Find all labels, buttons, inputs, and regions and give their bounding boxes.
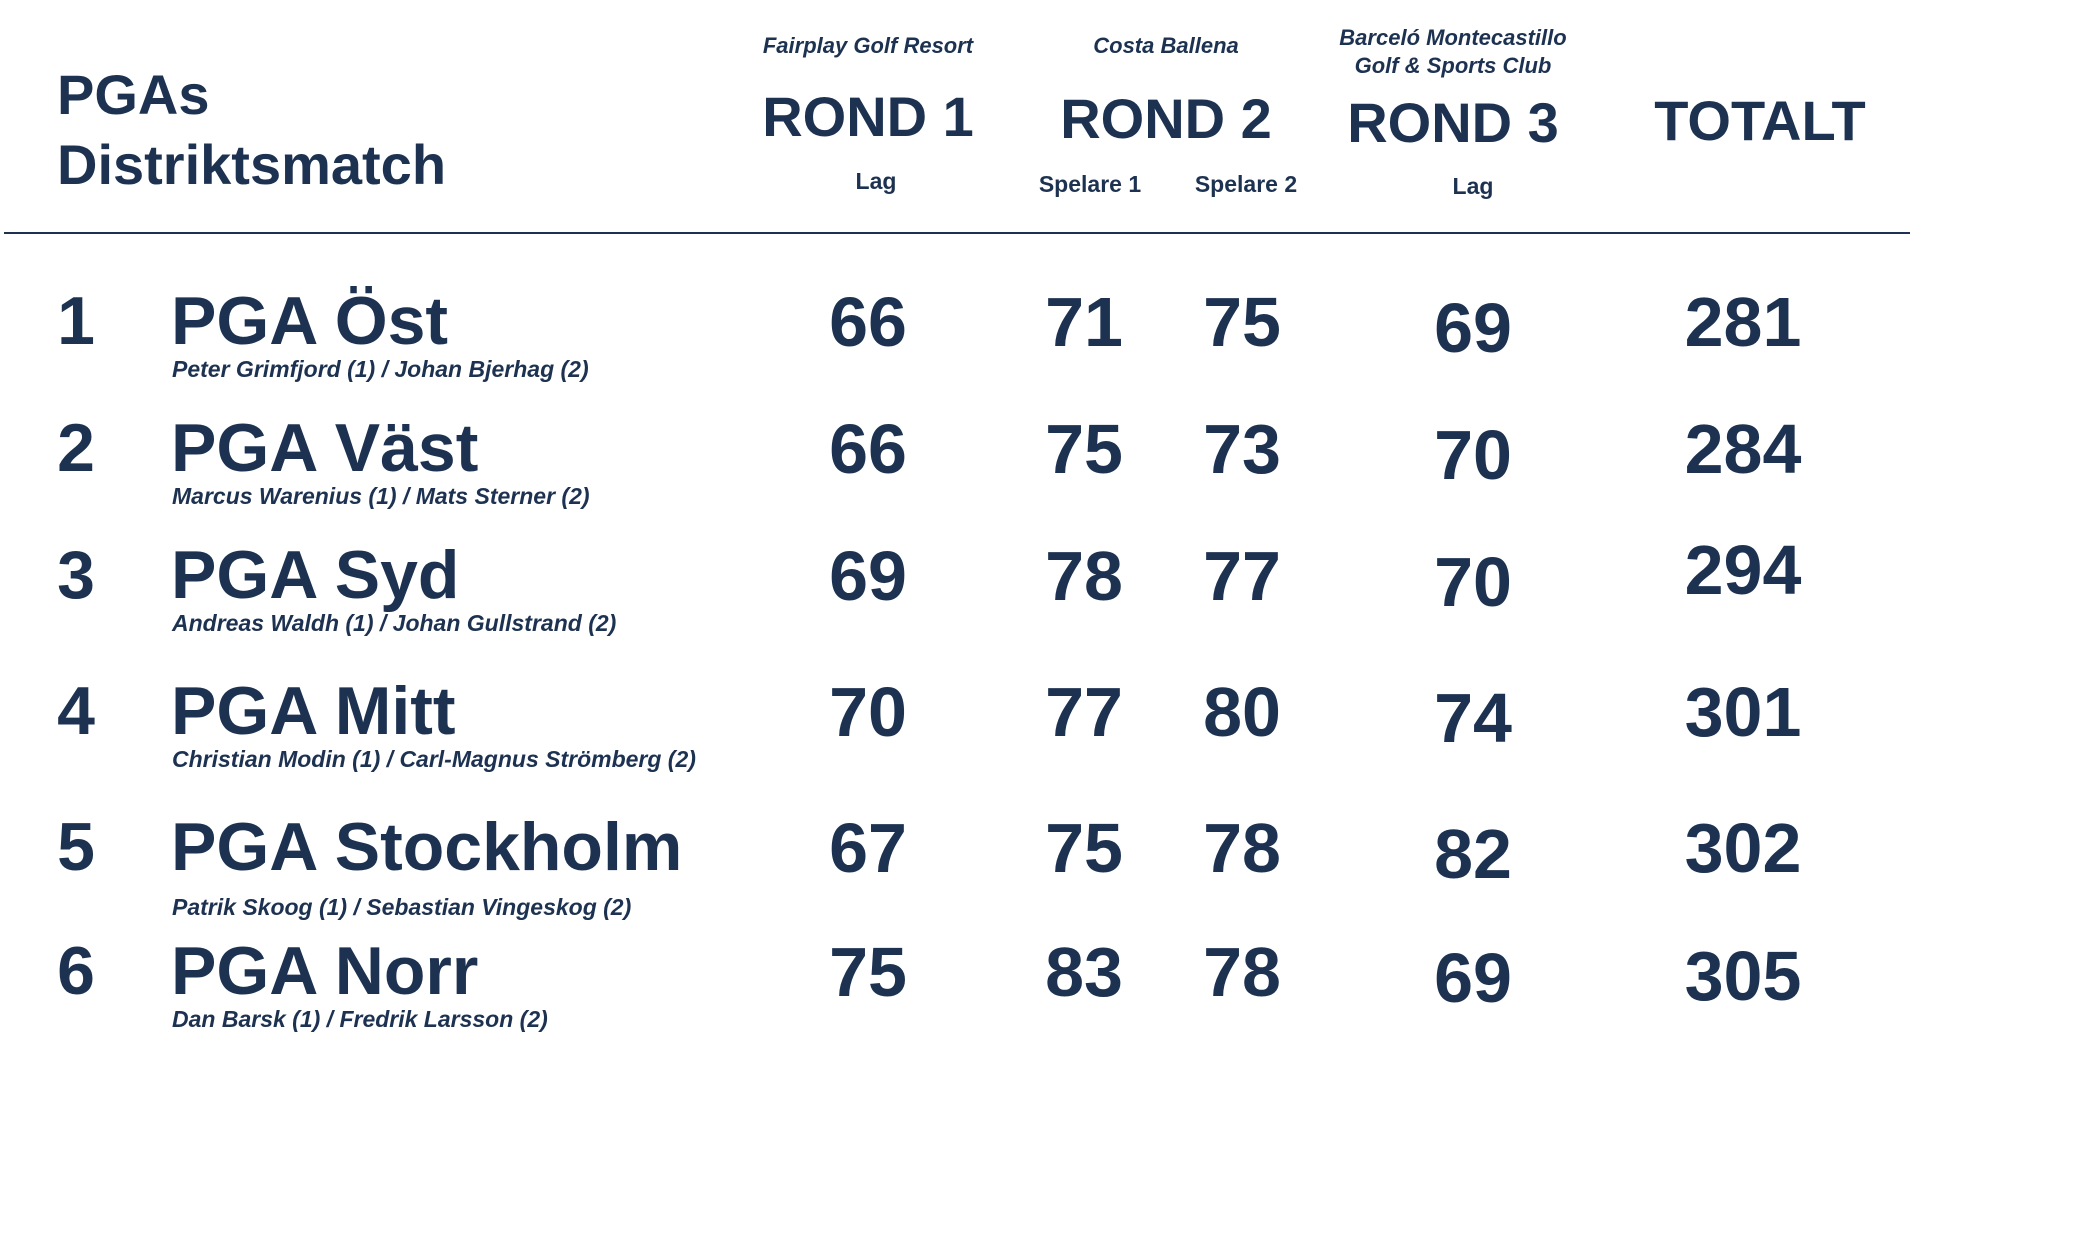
score-round-2-spelare-1: 71	[1045, 283, 1123, 361]
score-round-2-spelare-1: 78	[1045, 537, 1123, 615]
venue-round-3-line-2: Golf & Sports Club	[1354, 53, 1552, 78]
score-round-3: 74	[1434, 679, 1512, 757]
score-round-2-spelare-1: 75	[1045, 809, 1123, 887]
header-round-2-spelare-1: Spelare 1	[1038, 171, 1142, 197]
venue-round-2: Costa Ballena	[1093, 33, 1239, 58]
score-round-2-spelare-2: 73	[1203, 410, 1281, 488]
score-round-1: 66	[829, 283, 907, 361]
score-round-3: 70	[1434, 416, 1512, 494]
score-round-1: 70	[829, 673, 907, 751]
table-row	[0, 672, 2083, 797]
venue-round-3-line-1: Barceló Montecastillo	[1339, 25, 1567, 50]
header-round-2-spelare-2: Spelare 2	[1194, 171, 1298, 197]
header-round-3-lag: Lag	[1452, 173, 1494, 199]
team-players: Andreas Waldh (1) / Johan Gullstrand (2)	[172, 610, 617, 636]
rank: 6	[57, 933, 95, 1009]
header-divider	[4, 232, 1910, 234]
team-players: Marcus Warenius (1) / Mats Sterner (2)	[172, 483, 590, 509]
score-round-1: 66	[829, 410, 907, 488]
score-total: 284	[1684, 410, 1802, 488]
rank: 2	[57, 410, 95, 486]
team-name: PGA Stockholm	[171, 809, 683, 885]
header-round-1-lag: Lag	[855, 168, 897, 194]
header-round-3: ROND 3	[1347, 91, 1559, 154]
rank: 3	[57, 537, 95, 613]
score-total: 294	[1684, 531, 1802, 609]
rank: 5	[57, 809, 95, 885]
team-players: Peter Grimfjord (1) / Johan Bjerhag (2)	[172, 356, 589, 382]
score-round-2-spelare-1: 75	[1045, 410, 1123, 488]
score-round-2-spelare-2: 80	[1203, 673, 1281, 751]
score-total: 301	[1684, 673, 1802, 751]
rank: 4	[57, 673, 95, 749]
rank: 1	[57, 283, 95, 359]
score-round-3: 69	[1434, 289, 1512, 367]
header-total: TOTALT	[1654, 89, 1866, 152]
score-round-2-spelare-2: 75	[1203, 283, 1281, 361]
title-line-2: Distriktsmatch	[57, 133, 447, 196]
score-total: 302	[1684, 809, 1802, 887]
score-round-2-spelare-2: 77	[1203, 537, 1281, 615]
team-players: Dan Barsk (1) / Fredrik Larsson (2)	[172, 1006, 548, 1032]
table-row	[0, 282, 2083, 407]
venue-round-1: Fairplay Golf Resort	[762, 33, 974, 58]
score-round-1: 69	[829, 537, 907, 615]
team-players: Patrik Skoog (1) / Sebastian Vingeskog (2)	[172, 894, 632, 920]
score-round-3: 69	[1434, 939, 1512, 1017]
score-round-3: 82	[1434, 815, 1512, 893]
table-row	[0, 409, 2083, 534]
team-name: PGA Norr	[171, 933, 479, 1009]
score-total: 281	[1684, 283, 1802, 361]
header-round-1: ROND 1	[762, 85, 974, 148]
table-row	[0, 531, 2083, 661]
team-name: PGA Väst	[171, 410, 479, 486]
score-round-2-spelare-2: 78	[1203, 809, 1281, 887]
page-title	[57, 60, 446, 200]
score-round-3: 70	[1434, 543, 1512, 621]
score-total: 305	[1684, 937, 1802, 1015]
table-row	[0, 808, 2083, 933]
score-round-2-spelare-1: 83	[1045, 933, 1123, 1011]
score-round-2-spelare-1: 77	[1045, 673, 1123, 751]
team-players: Christian Modin (1) / Carl-Magnus Strömberg (2)	[172, 746, 696, 772]
team-name: PGA Mitt	[171, 673, 456, 749]
score-round-1: 75	[829, 933, 907, 1011]
score-round-2-spelare-2: 78	[1203, 933, 1281, 1011]
team-name: PGA Syd	[171, 537, 460, 613]
title-line-1: PGAs	[57, 63, 210, 126]
venue-round-3	[1293, 24, 1613, 80]
team-name: PGA Öst	[171, 283, 449, 359]
table-row	[0, 932, 2083, 1057]
header-round-2: ROND 2	[1060, 87, 1272, 150]
score-round-1: 67	[829, 809, 907, 887]
